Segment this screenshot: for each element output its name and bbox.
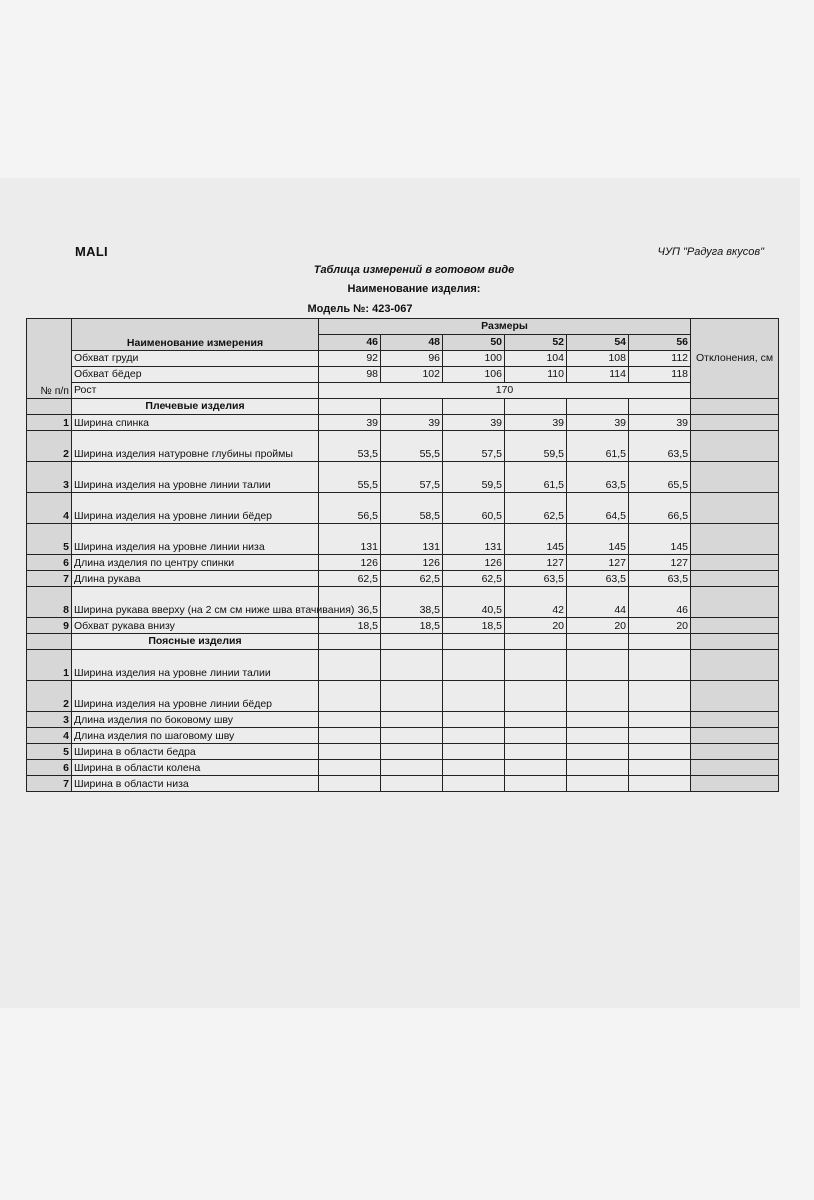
- model-label: Модель №: 423-067: [307, 303, 413, 315]
- value-cell: 20: [567, 618, 629, 634]
- value-cell: [629, 760, 691, 776]
- value-cell: [505, 760, 567, 776]
- row-name: Ширина изделия натуровне глубины проймы: [72, 431, 319, 462]
- value-cell: [319, 728, 381, 744]
- value-cell: [505, 681, 567, 712]
- value-cell: [443, 650, 505, 681]
- value-cell: [567, 776, 629, 792]
- value-cell: 145: [505, 524, 567, 555]
- value-cell: 57,5: [381, 462, 443, 493]
- value-cell: 127: [629, 555, 691, 571]
- row-name: Длина рукава: [72, 571, 319, 587]
- base-row-name: Обхват груди: [72, 351, 319, 367]
- value-cell: [567, 712, 629, 728]
- deviation-cell: [691, 634, 779, 650]
- value-cell: 56,5: [319, 493, 381, 524]
- value-cell: [567, 744, 629, 760]
- value-cell: 64,5: [567, 493, 629, 524]
- measurement-row: [27, 681, 779, 712]
- measurement-row: [27, 462, 779, 493]
- deviation-cell: [691, 681, 779, 712]
- value-cell: [381, 760, 443, 776]
- value-cell: 62,5: [319, 571, 381, 587]
- section-no-cell: [27, 399, 72, 415]
- row-name: Длина изделия по боковому шву: [72, 712, 319, 728]
- size-header-cell: 46: [319, 335, 381, 351]
- base-value-cell: 108: [567, 351, 629, 367]
- value-cell: 39: [319, 415, 381, 431]
- section-title: Поясные изделия: [72, 634, 319, 650]
- value-cell: [381, 728, 443, 744]
- row-number: 8: [27, 587, 72, 618]
- value-cell: [567, 728, 629, 744]
- value-cell: [505, 744, 567, 760]
- base-row-name: Обхват бёдер: [72, 367, 319, 383]
- size-header-cell: 56: [629, 335, 691, 351]
- value-cell: 65,5: [629, 462, 691, 493]
- value-cell: [381, 744, 443, 760]
- value-cell: [319, 776, 381, 792]
- empty-cell: [443, 399, 505, 415]
- value-cell: 62,5: [505, 493, 567, 524]
- value-cell: [567, 760, 629, 776]
- base-value-cell: 98: [319, 367, 381, 383]
- empty-cell: [319, 634, 381, 650]
- value-cell: 55,5: [381, 431, 443, 462]
- row-name: Ширина в области бедра: [72, 744, 319, 760]
- value-cell: 59,5: [505, 431, 567, 462]
- row-name: Ширина изделия на уровне линии талии: [72, 650, 319, 681]
- row-number: 3: [27, 462, 72, 493]
- brand-label: MALI: [75, 244, 108, 259]
- section-title: Плечевые изделия: [72, 399, 319, 415]
- measurement-row: [27, 524, 779, 555]
- value-cell: 38,5: [381, 587, 443, 618]
- value-cell: 39: [505, 415, 567, 431]
- value-cell: [505, 650, 567, 681]
- value-cell: [505, 728, 567, 744]
- row-name: Ширина в области низа: [72, 776, 319, 792]
- value-cell: [505, 712, 567, 728]
- value-cell: 63,5: [567, 462, 629, 493]
- value-cell: 126: [319, 555, 381, 571]
- value-cell: 127: [505, 555, 567, 571]
- empty-cell: [319, 399, 381, 415]
- row-number: 4: [27, 493, 72, 524]
- value-cell: 131: [381, 524, 443, 555]
- measurement-row: [27, 618, 779, 634]
- value-cell: 63,5: [629, 431, 691, 462]
- empty-cell: [505, 634, 567, 650]
- row-number: 6: [27, 760, 72, 776]
- empty-cell: [567, 399, 629, 415]
- value-cell: 18,5: [381, 618, 443, 634]
- value-cell: 145: [567, 524, 629, 555]
- value-cell: [443, 728, 505, 744]
- deviation-cell: [691, 618, 779, 634]
- value-cell: [319, 650, 381, 681]
- value-cell: 46: [629, 587, 691, 618]
- deviation-cell: [691, 587, 779, 618]
- value-cell: 66,5: [629, 493, 691, 524]
- value-cell: [319, 712, 381, 728]
- measurement-row: [27, 760, 779, 776]
- deviation-cell: [691, 571, 779, 587]
- company-name: ЧУП "Радуга вкусов": [657, 246, 764, 258]
- value-cell: 59,5: [443, 462, 505, 493]
- deviation-cell: [691, 776, 779, 792]
- empty-cell: [629, 399, 691, 415]
- row-number: 7: [27, 571, 72, 587]
- measurement-row: [27, 728, 779, 744]
- value-cell: 131: [319, 524, 381, 555]
- value-cell: [319, 760, 381, 776]
- row-number: 2: [27, 431, 72, 462]
- value-cell: [629, 681, 691, 712]
- value-cell: [443, 712, 505, 728]
- row-name: Длина изделия по шаговому шву: [72, 728, 319, 744]
- row-name: Обхват рукава внизу: [72, 618, 319, 634]
- value-cell: [567, 650, 629, 681]
- value-cell: [629, 650, 691, 681]
- measurement-row: [27, 571, 779, 587]
- value-cell: 40,5: [443, 587, 505, 618]
- size-header-cell: 50: [443, 335, 505, 351]
- row-number: 7: [27, 776, 72, 792]
- value-cell: [629, 776, 691, 792]
- value-cell: [381, 650, 443, 681]
- col-name-header: Наименование измерения: [72, 319, 319, 351]
- row-number: 5: [27, 744, 72, 760]
- document-title: Таблица измерений в готовом виде: [313, 264, 515, 276]
- height-row: [27, 383, 779, 399]
- size-header-cell: 48: [381, 335, 443, 351]
- size-header-cell: 54: [567, 335, 629, 351]
- value-cell: 55,5: [319, 462, 381, 493]
- base-value-cell: 100: [443, 351, 505, 367]
- value-cell: 42: [505, 587, 567, 618]
- value-cell: 20: [629, 618, 691, 634]
- row-number: 4: [27, 728, 72, 744]
- row-number: 9: [27, 618, 72, 634]
- value-cell: 39: [381, 415, 443, 431]
- row-number: 5: [27, 524, 72, 555]
- base-value-cell: 112: [629, 351, 691, 367]
- size-header-cell: 52: [505, 335, 567, 351]
- base-value-cell: 106: [443, 367, 505, 383]
- measurement-row: [27, 431, 779, 462]
- value-cell: [319, 681, 381, 712]
- value-cell: 44: [567, 587, 629, 618]
- measurement-row: [27, 493, 779, 524]
- value-cell: 61,5: [567, 431, 629, 462]
- height-row-name: Рост: [72, 383, 319, 399]
- row-name: Ширина изделия на уровне линии бёдер: [72, 493, 319, 524]
- base-value-cell: 110: [505, 367, 567, 383]
- row-number: 2: [27, 681, 72, 712]
- value-cell: 36,5: [319, 587, 381, 618]
- empty-cell: [443, 634, 505, 650]
- value-cell: 39: [443, 415, 505, 431]
- value-cell: 62,5: [381, 571, 443, 587]
- value-cell: 58,5: [381, 493, 443, 524]
- base-value-cell: 96: [381, 351, 443, 367]
- value-cell: 53,5: [319, 431, 381, 462]
- deviation-cell: [691, 712, 779, 728]
- base-value-cell: 102: [381, 367, 443, 383]
- value-cell: [629, 712, 691, 728]
- value-cell: [381, 776, 443, 792]
- value-cell: [443, 776, 505, 792]
- deviation-cell: [691, 462, 779, 493]
- value-cell: 18,5: [319, 618, 381, 634]
- value-cell: [629, 728, 691, 744]
- row-number: 1: [27, 650, 72, 681]
- section-no-cell: [27, 634, 72, 650]
- base-row: [27, 351, 779, 367]
- measurement-row: [27, 776, 779, 792]
- height-value: 170: [319, 383, 691, 399]
- value-cell: [319, 744, 381, 760]
- value-cell: 63,5: [505, 571, 567, 587]
- section-shoulder-row: [27, 399, 779, 415]
- value-cell: 126: [443, 555, 505, 571]
- base-value-cell: 118: [629, 367, 691, 383]
- value-cell: 63,5: [567, 571, 629, 587]
- value-cell: 39: [629, 415, 691, 431]
- product-label: Наименование изделия:: [347, 283, 481, 295]
- row-name: Ширина рукава вверху (на 2 см см ниже шва втачивания): [72, 587, 319, 618]
- row-number: 6: [27, 555, 72, 571]
- row-number: 3: [27, 712, 72, 728]
- deviation-cell: [691, 493, 779, 524]
- row-name: Ширина изделия на уровне линии низа: [72, 524, 319, 555]
- measurement-table: [26, 318, 779, 792]
- value-cell: 62,5: [443, 571, 505, 587]
- empty-cell: [381, 399, 443, 415]
- empty-cell: [505, 399, 567, 415]
- base-value-cell: 104: [505, 351, 567, 367]
- value-cell: [443, 744, 505, 760]
- measurement-row: [27, 587, 779, 618]
- deviation-cell: [691, 415, 779, 431]
- value-cell: 126: [381, 555, 443, 571]
- value-cell: [443, 681, 505, 712]
- deviation-cell: [691, 744, 779, 760]
- deviation-cell: [691, 431, 779, 462]
- measurement-row: [27, 415, 779, 431]
- value-cell: [505, 776, 567, 792]
- measurement-row: [27, 650, 779, 681]
- row-name: Ширина изделия на уровне линии талии: [72, 462, 319, 493]
- row-name: Ширина спинка: [72, 415, 319, 431]
- value-cell: 60,5: [443, 493, 505, 524]
- value-cell: [443, 760, 505, 776]
- row-name: Ширина в области колена: [72, 760, 319, 776]
- base-row: [27, 367, 779, 383]
- deviation-header: Отклонения, см: [691, 319, 779, 399]
- value-cell: 127: [567, 555, 629, 571]
- value-cell: [629, 744, 691, 760]
- value-cell: [567, 681, 629, 712]
- row-name: Длина изделия по центру спинки: [72, 555, 319, 571]
- empty-cell: [567, 634, 629, 650]
- row-number: 1: [27, 415, 72, 431]
- value-cell: [381, 712, 443, 728]
- value-cell: 20: [505, 618, 567, 634]
- base-value-cell: 92: [319, 351, 381, 367]
- value-cell: 63,5: [629, 571, 691, 587]
- value-cell: 57,5: [443, 431, 505, 462]
- deviation-cell: [691, 524, 779, 555]
- row-name: Ширина изделия на уровне линии бёдер: [72, 681, 319, 712]
- value-cell: [381, 681, 443, 712]
- section-waist-row: [27, 634, 779, 650]
- deviation-cell: [691, 399, 779, 415]
- value-cell: 145: [629, 524, 691, 555]
- value-cell: 39: [567, 415, 629, 431]
- value-cell: 61,5: [505, 462, 567, 493]
- measurement-row: [27, 712, 779, 728]
- sizes-header: Размеры: [319, 319, 691, 335]
- measurement-row: [27, 744, 779, 760]
- deviation-cell: [691, 728, 779, 744]
- value-cell: 131: [443, 524, 505, 555]
- deviation-cell: [691, 555, 779, 571]
- deviation-cell: [691, 760, 779, 776]
- empty-cell: [629, 634, 691, 650]
- empty-cell: [381, 634, 443, 650]
- measurement-row: [27, 555, 779, 571]
- value-cell: 18,5: [443, 618, 505, 634]
- base-value-cell: 114: [567, 367, 629, 383]
- col-no-header: № п/п: [27, 319, 72, 399]
- deviation-cell: [691, 650, 779, 681]
